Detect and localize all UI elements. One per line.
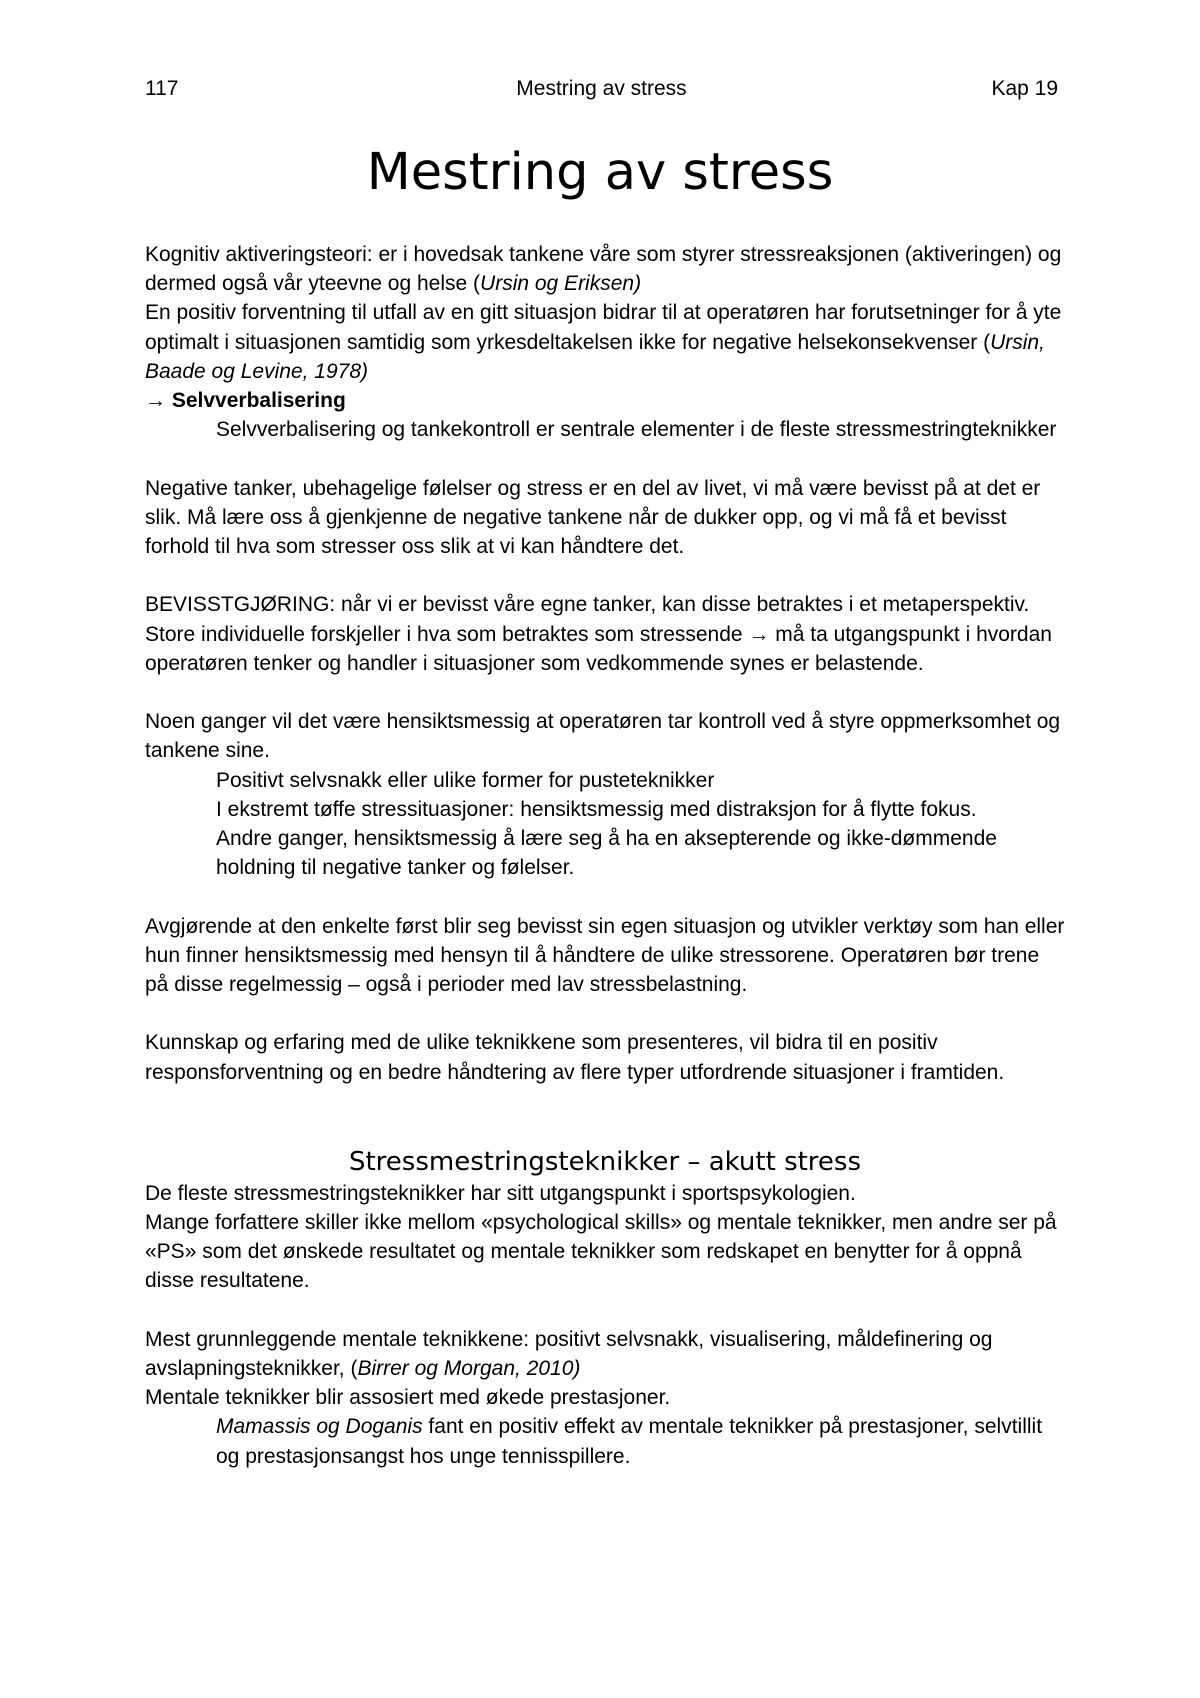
paragraph-text: Kognitiv aktiveringsteori: er i hovedsak tankene våre som styrer stressreaksjonen (aktiveringen) og dermed også vår yteevne og helse ( <box>145 243 1062 296</box>
heading-label: Selvverbalisering <box>171 389 346 413</box>
paragraph-grunnleggende <box>145 1325 1065 1383</box>
paragraph-avgjorende: Avgjørende at den enkelte først blir seg bevisst sin egen situasjon og utvikler verktøy som han eller hun finner hensiktsmessig med hensyn til å håndtere de ulike stressorene. Operatøren bør trene på disse regelmessig – også i perioder med lav stressbelastning. <box>145 914 1065 997</box>
citation: Mamassis og Doganis <box>216 1415 423 1439</box>
paragraph-text: fant en positiv effekt av mentale teknikker på prestasjoner, selvtillit og prestasjonsangst hos unge tennisspillere. <box>216 1415 1043 1468</box>
list-item: Positivt selvsnakk eller ulike former for pusteteknikker <box>216 768 715 792</box>
citation: Ursin, Baade og Levine, 1978) <box>145 330 1045 383</box>
list-item: I ekstremt tøffe stressituasjoner: hensiktsmessig med distraksjon for å flytte fokus. <box>216 797 977 821</box>
paragraph-text: Mest grunnleggende mentale teknikkene: positivt selvsnakk, visualisering, måldefinering og avslapningsteknikker, ( <box>145 1327 993 1381</box>
paragraph-text: Store individuelle forskjeller i hva som betraktes som stressende <box>145 622 749 646</box>
page-header <box>145 74 1058 104</box>
paragraph-kognitiv <box>145 240 1065 298</box>
paragraph-kontroll: Noen ganger vil det være hensiktsmessig at operatøren tar kontroll ved å styre oppmerksomhet og tankene sine. <box>145 710 1061 763</box>
running-title: Mestring av stress <box>516 77 687 100</box>
chapter-label: Kap 19 <box>991 77 1058 100</box>
paragraph-text: må ta utgangspunkt i hvordan operatøren tenker og handler i situasjoner som vedkommende synes er belastende. <box>145 622 1052 675</box>
arrow-right-icon: → <box>748 622 770 646</box>
arrow-right-icon: → <box>145 389 166 413</box>
paragraph-sportspsykologi: De fleste stressmestringsteknikker har sitt utgangspunkt i sportspsykologien. <box>145 1181 856 1205</box>
paragraph-psychological-skills: Mange forfattere skiller ikke mellom «psychological skills» og mentale teknikker, men andre ser på «PS» som det ønskede resultatet og mentale teknikker som redskapet en benytter for å oppnå disse resultatene. <box>145 1211 1057 1293</box>
paragraph-prestasjoner: Mentale teknikker blir assosiert med økede prestasjoner. <box>145 1386 671 1410</box>
paragraph-bevisstgjoring <box>145 590 1065 678</box>
paragraph-text: En positiv forventning til utfall av en gitt situasjon bidrar til at operatøren har forutsetninger for å yte optimalt i situasjonen samtidig som yrkesdeltakelsen ikke for negative helsekonsekvenser ( <box>145 301 1062 354</box>
section-heading: Stressmestringsteknikker – akutt stress <box>348 1146 862 1177</box>
selvverbalisering-detail: Selvverbalisering og tankekontroll er sentrale elementer i de fleste stressmestringteknikker <box>216 418 1057 442</box>
paragraph-kunnskap: Kunnskap og erfaring med de ulike teknikkene som presenteres, vil bidra til en positiv responsforventning og en bedre håndtering av flere typer utfordrende situasjoner i framtiden. <box>145 1031 1005 1084</box>
paragraph-text: BEVISSTGJØRING: når vi er bevisst våre egne tanker, kan disse betraktes i et metaperspektiv. <box>145 593 1030 617</box>
citation: Ursin og Eriksen) <box>480 272 642 296</box>
selvverbalisering-heading <box>145 386 1065 415</box>
page-title: Mestring av stress <box>366 143 834 202</box>
page-number: 117 <box>145 77 179 100</box>
paragraph-negative-tanker: Negative tanker, ubehagelige følelser og stress er en del av livet, vi må være bevisst på at det er slik. Må lære oss å gjenkjenne de negative tankene når de dukker opp, og vi må få et bevisst forhold til hva som stresser oss slik at vi kan håndtere det. <box>145 476 1041 559</box>
citation: Birrer og Morgan, 2010) <box>357 1357 581 1381</box>
document-body <box>145 240 1065 1471</box>
paragraph-forventning <box>145 298 1065 386</box>
paragraph-tennis <box>145 1412 1065 1470</box>
list-item: Andre ganger, hensiktsmessig å lære seg å ha en aksepterende og ikke-dømmende holdning til negative tanker og følelser. <box>216 827 997 880</box>
